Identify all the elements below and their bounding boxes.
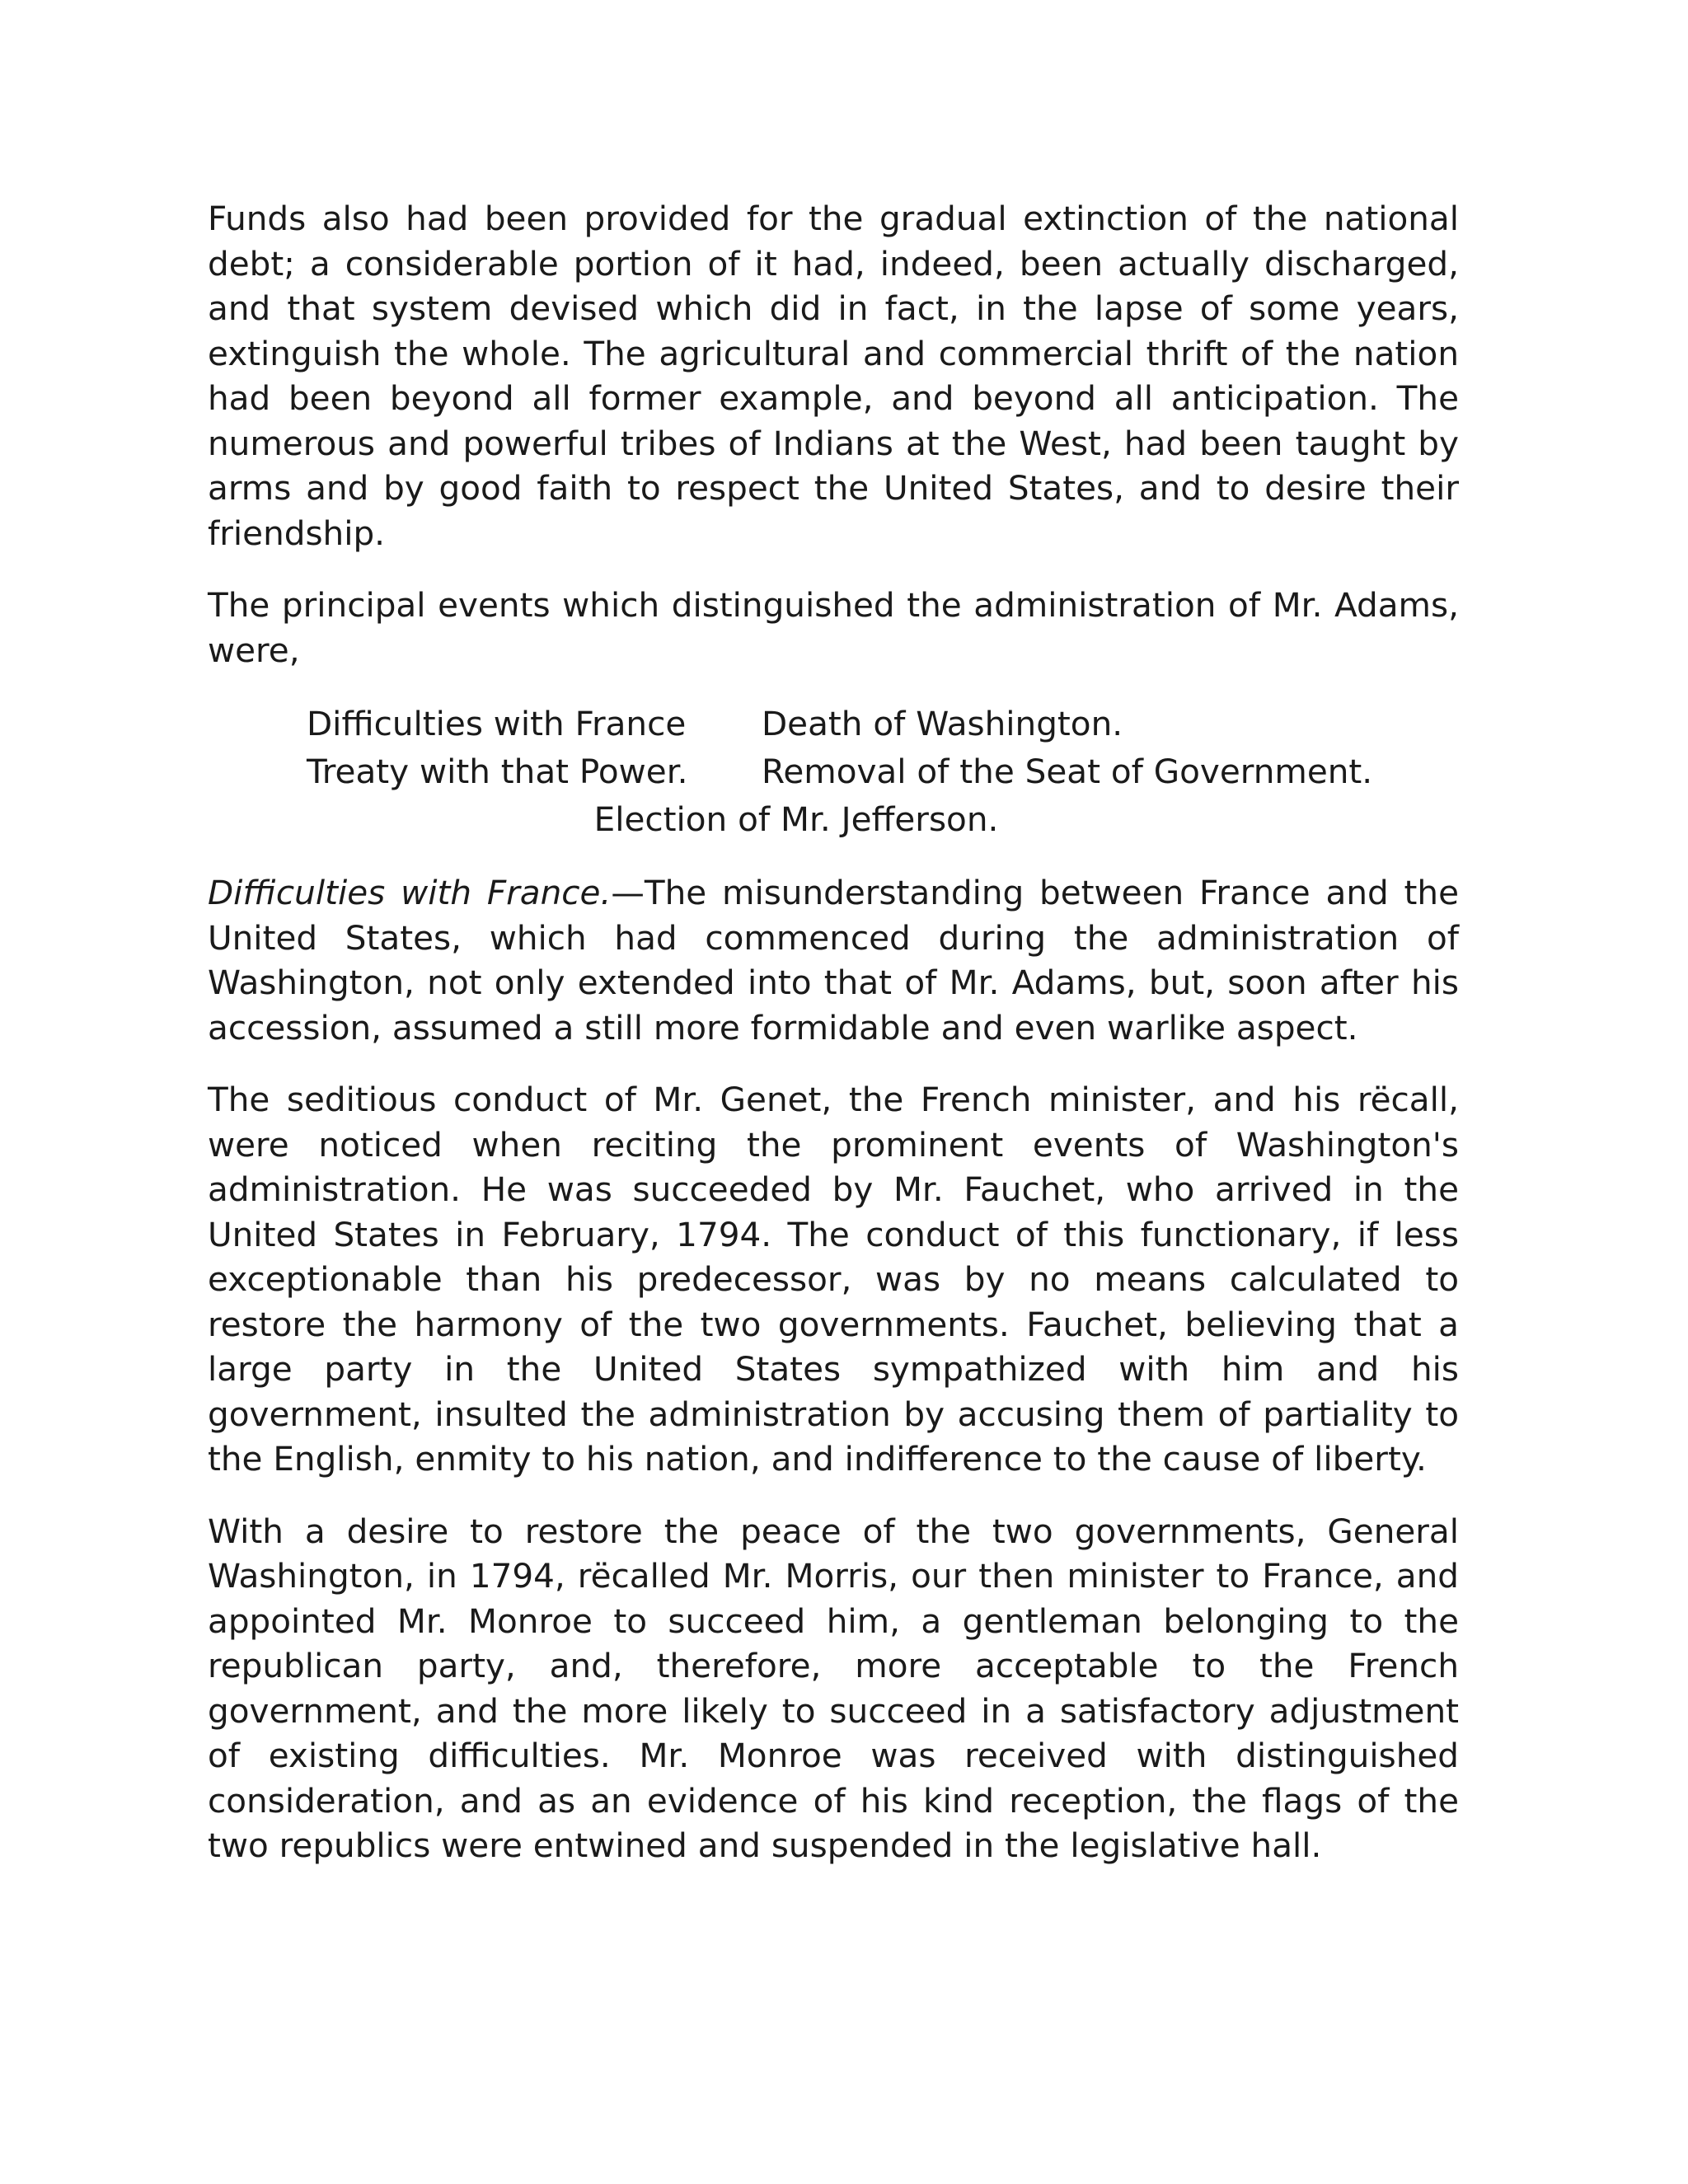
paragraph-genet-fauchet: The seditious conduct of Mr. Genet, the French minister, and his rëcall, were noticed when reciting the prominent events of Washington's administration. He was succeeded by Mr. Fauchet, who arrived in the United States in February, 1794. The conduct of this functionary, if less exceptionable than his predecessor, was by no means calculated to restore the harmony of the two governments. Fauchet, believing that a large party in the United States sympathized with him and his government, insulted the administration by accusing them of partiality to the English, enmity to his nation, and indifference to the cause of liberty.	[208, 1080, 1459, 1479]
paragraph-difficulties-body: —The misunderstanding between France and the United States, which had commenced during the administration of Washington, not only extended into that of Mr. Adams, but, soon after his accession, assumed a still more formidable and even warlike aspect.	[208, 873, 1460, 1047]
event-difficulties-with-france: Difficulties with France	[307, 704, 687, 743]
paragraph-monroe: With a desire to restore the peace of the two governments, General Washington, in 1794, rëcalled Mr. Morris, our then minister to France, and appointed Mr. Monroe to succeed him, a gentleman belonging to the republican party, and, therefore, more acceptable to the French government, and the more likely to succeed in a satisfactory adjustment of existing difficulties. Mr. Monroe was received with distinguished consideration, and as an evidence of his kind reception, the flags of the two republics were entwined and suspended in the legislative hall.	[208, 1511, 1459, 1865]
event-treaty-with-power: Treaty with that Power.	[307, 752, 688, 791]
document-page	[208, 196, 1459, 1896]
event-election-of-jefferson: Election of Mr. Jefferson.	[593, 799, 999, 839]
event-death-of-washington: Death of Washington.	[762, 704, 1123, 743]
paragraph-principal-events: The principal events which distinguished the administration of Mr. Adams, were,	[208, 585, 1459, 670]
section-lead-italic: Difficulties with France.	[208, 873, 612, 912]
paragraph-difficulties-with-france	[208, 870, 1459, 1050]
event-removal-of-seat: Removal of the Seat of Government.	[762, 752, 1373, 791]
events-row-2	[208, 748, 1459, 795]
paragraph-national-debt: Funds also had been provided for the gradual extinction of the national debt; a considerable portion of it had, indeed, been actually discharged, and that system devised which did in fact, in the lapse of some years, extinguish the whole. The agricultural and commercial thrift of the nation had been beyond all former example, and beyond all anticipation. The numerous and powerful tribes of Indians at the West, had been taught by arms and by good faith to respect the United States, and to desire their friendship.	[208, 199, 1459, 553]
events-row-1	[208, 700, 1459, 748]
events-list	[208, 700, 1459, 843]
